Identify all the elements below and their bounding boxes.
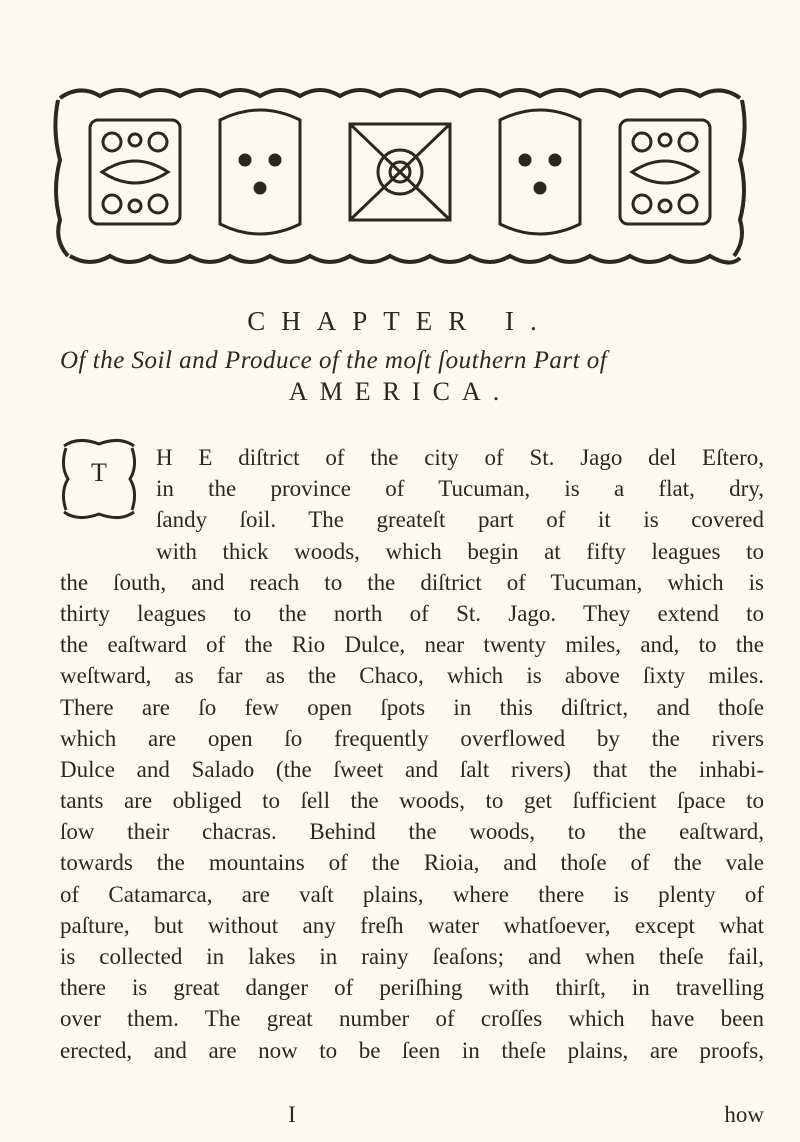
text-line: There are ſo few open ſpots in this diſtrict, and thoſe	[60, 694, 764, 720]
text-line: towards the mountains of the Rioia, and thoſe of the vale	[60, 850, 764, 876]
chapter-body	[60, 442, 764, 1066]
text-line: over them. The great number of croſſes which have been	[60, 1006, 764, 1032]
text-line: ſandy ſoil. The greateſt part of it is covered	[156, 507, 764, 533]
text-line: with thick woods, which begin at fifty leagues to	[156, 538, 764, 564]
text-line: of Catamarca, are vaſt plains, where there is plenty of	[60, 881, 764, 907]
text-line: there is great danger of periſhing with thirſt, in travelling	[60, 975, 764, 1001]
ornamental-headpiece	[50, 80, 750, 272]
chapter-subtitle-continued: AMERICA.	[288, 377, 512, 406]
text-line: Dulce and Salado (the ſweet and ſalt rivers) that the inhabi-	[60, 756, 764, 782]
text-line: is collected in lakes in rainy ſeaſons; and when theſe fail,	[60, 944, 764, 969]
text-line: tants are obliged to ſell the woods, to get ſufficient ſpace to	[60, 788, 764, 814]
chapter-heading: CHAPTER I.	[247, 306, 553, 336]
drop-cap-letter: T	[91, 458, 107, 487]
text-line: ſow their chacras. Behind the woods, to the eaſtward,	[60, 819, 764, 845]
text-line: weſtward, as far as the Chaco, which is above ſixty miles.	[60, 663, 764, 689]
signature-mark: I	[288, 1102, 296, 1127]
text-line: which are open ſo frequently overflowed by the rivers	[60, 725, 764, 751]
text-line: H E diſtrict of the city of St. Jago del Eſtero,	[156, 445, 764, 470]
text-line: in the province of Tucuman, is a flat, dry,	[156, 476, 764, 502]
text-line: the eaſtward of the Rio Dulce, near twenty miles, and, to the	[60, 632, 764, 658]
text-line: thirty leagues to the north of St. Jago. They extend to	[60, 600, 764, 626]
text-line: the ſouth, and reach to the diſtrict of Tucuman, which is	[60, 569, 764, 595]
chapter-subtitle: Of the Soil and Produce of the moſt ſouthern Part of	[60, 347, 608, 374]
text-line: paſture, but without any freſh water whatſoever, except what	[60, 912, 764, 938]
catchword: how	[724, 1102, 764, 1127]
text-line: erected, and are now to be ſeen in theſe plains, are proofs,	[60, 1037, 764, 1063]
